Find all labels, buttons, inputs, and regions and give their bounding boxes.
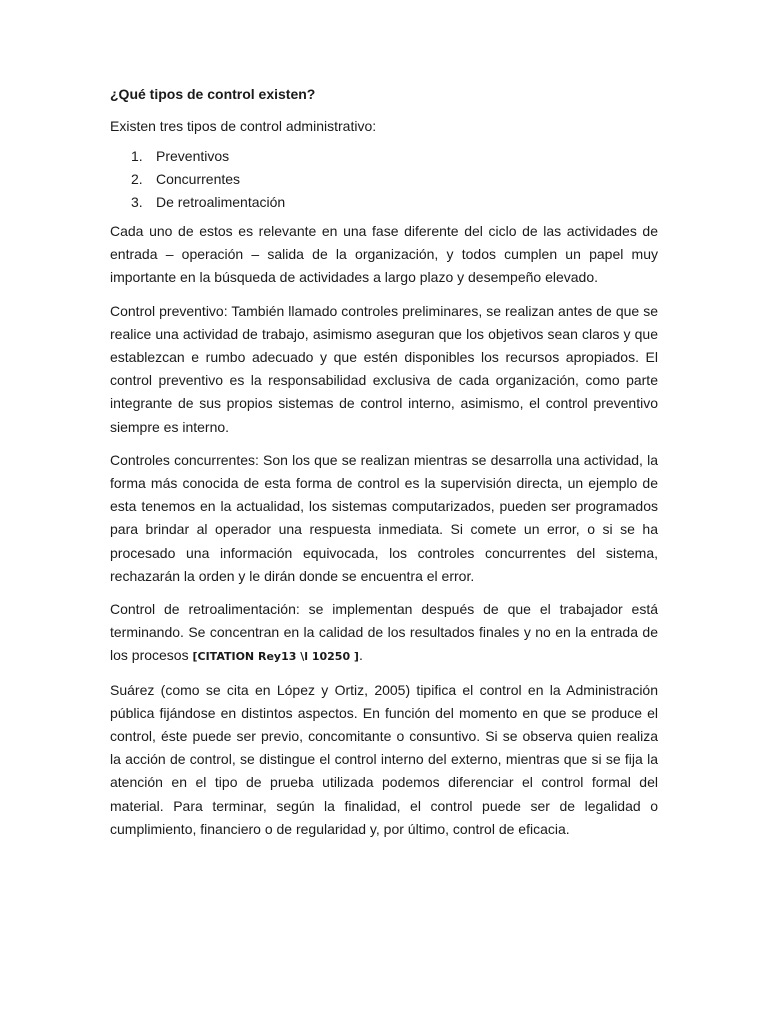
list-item-number: 3. [131,194,143,210]
document-heading: ¿Qué tipos de control existen? [110,86,316,102]
list-item [110,191,658,214]
list-item-label: De retroalimentación [156,194,286,210]
paragraph-feedback-end: . [358,647,363,664]
list-item-label: Concurrentes [156,171,241,187]
list-item [110,168,658,191]
paragraph-concurrent-controls: Controles concurrentes: Son los que se realizan mientras se desarrolla una actividad, la forma más conocida de esta forma de control es la supervisión directa, un ejemplo de esta tenemos en la actualidad, los sistemas computarizados, pueden ser programados para brindar al operador una respuesta inmediata. Si comete un error, o si se ha procesado una información equivocada, los controles concurrentes del sistema, rechazarán la orden y le dirán donde se encuentra el error. [110,451,658,584]
paragraph-cycle: Cada uno de estos es relevante en una fase diferente del ciclo de las actividades de entrada – operación – salida de la organización, y todos cumplen un papel muy importante en la búsqueda de actividades a largo plazo y desempeño elevado. [110,223,658,286]
intro-text: Existen tres tipos de control administrativo: [110,118,377,134]
paragraph-suarez: Suárez (como se cita en López y Ortiz, 2005) tipifica el control en la Administración pública fijándose en distintos aspectos. En función del momento en que se produce el control, éste puede ser previo, concomitante o consuntivo. Si se observa quien realiza la acción de control, se distingue el control interno del externo, mientras que si se fija la atención en el tipo de prueba utilizada podemos diferenciar el control formal del material. Para terminar, según la finalidad, el control puede ser de legalidad o cumplimiento, financiero o de regularidad y, por último, control de eficacia. [110,681,658,837]
list-item-number: 2. [131,171,143,187]
paragraph-feedback-control [110,598,658,669]
paragraph-preventive-control: Control preventivo: También llamado controles preliminares, se realizan antes de que se realice una actividad de trabajo, asimismo aseguran que los objetivos sean claros y que establezcan e rumbo adecuado y que estén disponibles los recursos apropiados. El control preventivo es la responsabilidad exclusiva de cada organización, como parte integrante de sus propios sistemas de control interno, asimismo, el control preventivo siempre es interno. [110,302,658,435]
list-item-label: Preventivos [156,148,230,164]
list-item [110,145,658,168]
document-page [110,83,658,851]
citation-field: [CITATION Rey13 \l 10250 ] [192,650,359,664]
control-types-list [110,145,658,214]
paragraph-feedback-text: Control de retroalimentación: se implementan después de que el trabajador está terminando. Se concentran en la calidad de los resultados finales y no en la entrada de los procesos [110,601,658,664]
list-item-number: 1. [131,148,143,164]
